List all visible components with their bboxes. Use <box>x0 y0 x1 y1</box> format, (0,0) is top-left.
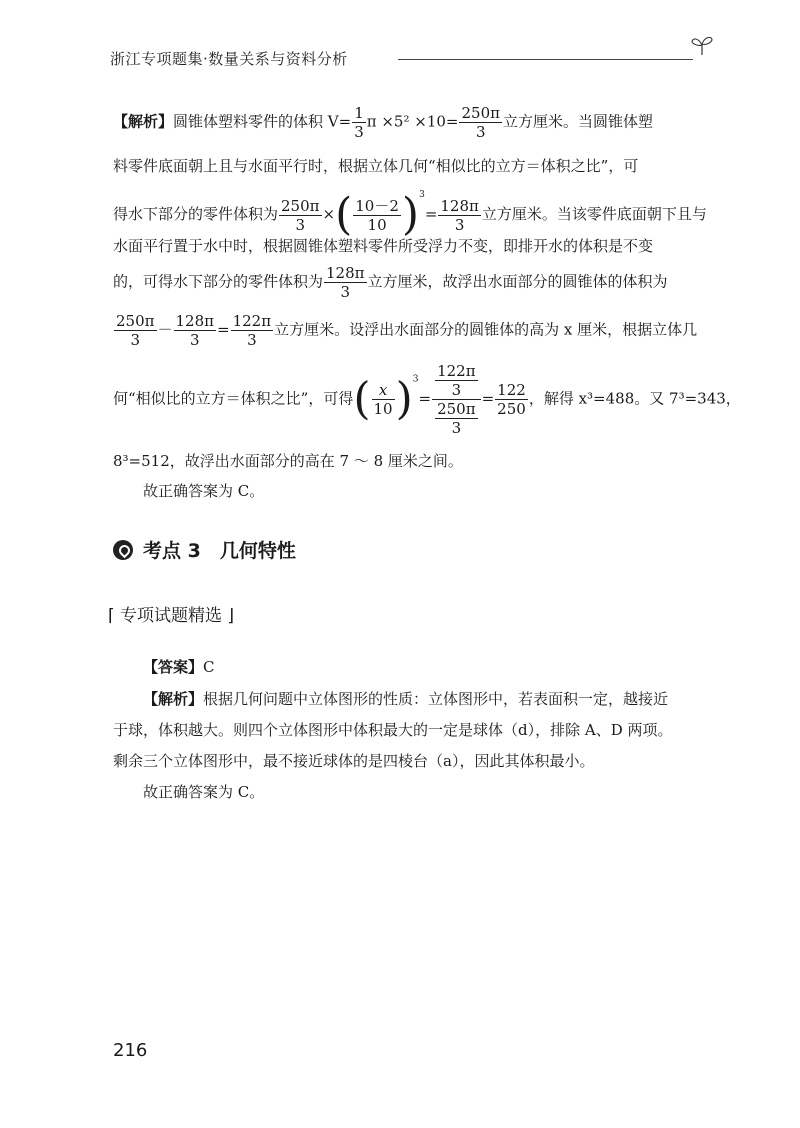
answer2-answer: 故正确答案为 C。 <box>143 783 265 801</box>
corner-bracket-close-icon: ⌋ <box>227 606 235 626</box>
answer2-analysis-line1: 【解析】根据几何问题中立体图形的性质：立体图形中，若表面积一定，越接近 <box>143 690 669 708</box>
analysis1-line3: 得水下部分的零件体积为 $\frac{250\pi}{3}$ ×( $\frac{10-2}{10}$ )$^3$= $\frac{128\pi}{3}$ 立方厘米。当该零件底面朝下且与 <box>113 189 707 240</box>
corner-bracket-open-icon: ⌈ <box>108 606 115 626</box>
analysis1-line2: 料零件底面朝上且与水面平行时，根据立体几何“相似比的立方＝体积之比”，可 <box>113 157 639 175</box>
header-rule <box>398 59 693 60</box>
answer2-analysis-line3: 剩余三个立体图形中，最不接近球体的是四棱台（a），因此其体积最小。 <box>113 752 595 770</box>
running-header: 浙江专项题集·数量关系与资料分析 <box>110 50 348 68</box>
page-number: 216 <box>113 1040 148 1061</box>
analysis1-line1: 【解析】圆锥体塑料零件的体积 V= $\frac{1}{3}$ π ×5² ×10= $\frac{250\pi}{3}$ 立方厘米。当圆锥体塑 <box>113 104 653 141</box>
subsection-heading: ⌈ 专项试题精选 ⌋ <box>108 606 235 626</box>
section-bullet-icon <box>113 540 133 560</box>
section-heading: 考点 3 几何特性 <box>113 536 296 563</box>
analysis1-line8: 8³=512，故浮出水面部分的高在 7 ～ 8 厘米之间。 <box>113 452 463 470</box>
analysis1-line7: 何“相似比的立方＝体积之比”，可得( $\frac{x}{10}$ )$^3$= $\frac{\frac{122\pi}{3}}{\frac{250\pi}{3}}$ = $\frac{122}{250}$ ，解得 x³=488。又 7³=343， <box>113 362 741 437</box>
sprout-icon <box>690 34 714 56</box>
analysis1-answer: 故正确答案为 C。 <box>143 482 265 500</box>
analysis1-line4: 水面平行置于水中时，根据圆锥体塑料零件所受浮力不变，即排开水的体积是不变 <box>113 237 654 255</box>
analysis1-line5: 的，可得水下部分的零件体积为 $\frac{128\pi}{3}$ 立方厘米，故浮出水面部分的圆锥体的体积为 <box>113 264 668 301</box>
answer2-analysis-line2: 于球，体积越大。则四个立体图形中体积最大的一定是球体（d），排除 A、D 两项。 <box>113 721 673 739</box>
analysis1-line6: $\frac{250\pi}{3}$ － $\frac{128\pi}{3}$ = $\frac{122\pi}{3}$ 立方厘米。设浮出水面部分的圆锥体的高为 x 厘米，根据立体几 <box>116 312 698 349</box>
answer2-line: 【答案】C <box>143 658 215 676</box>
